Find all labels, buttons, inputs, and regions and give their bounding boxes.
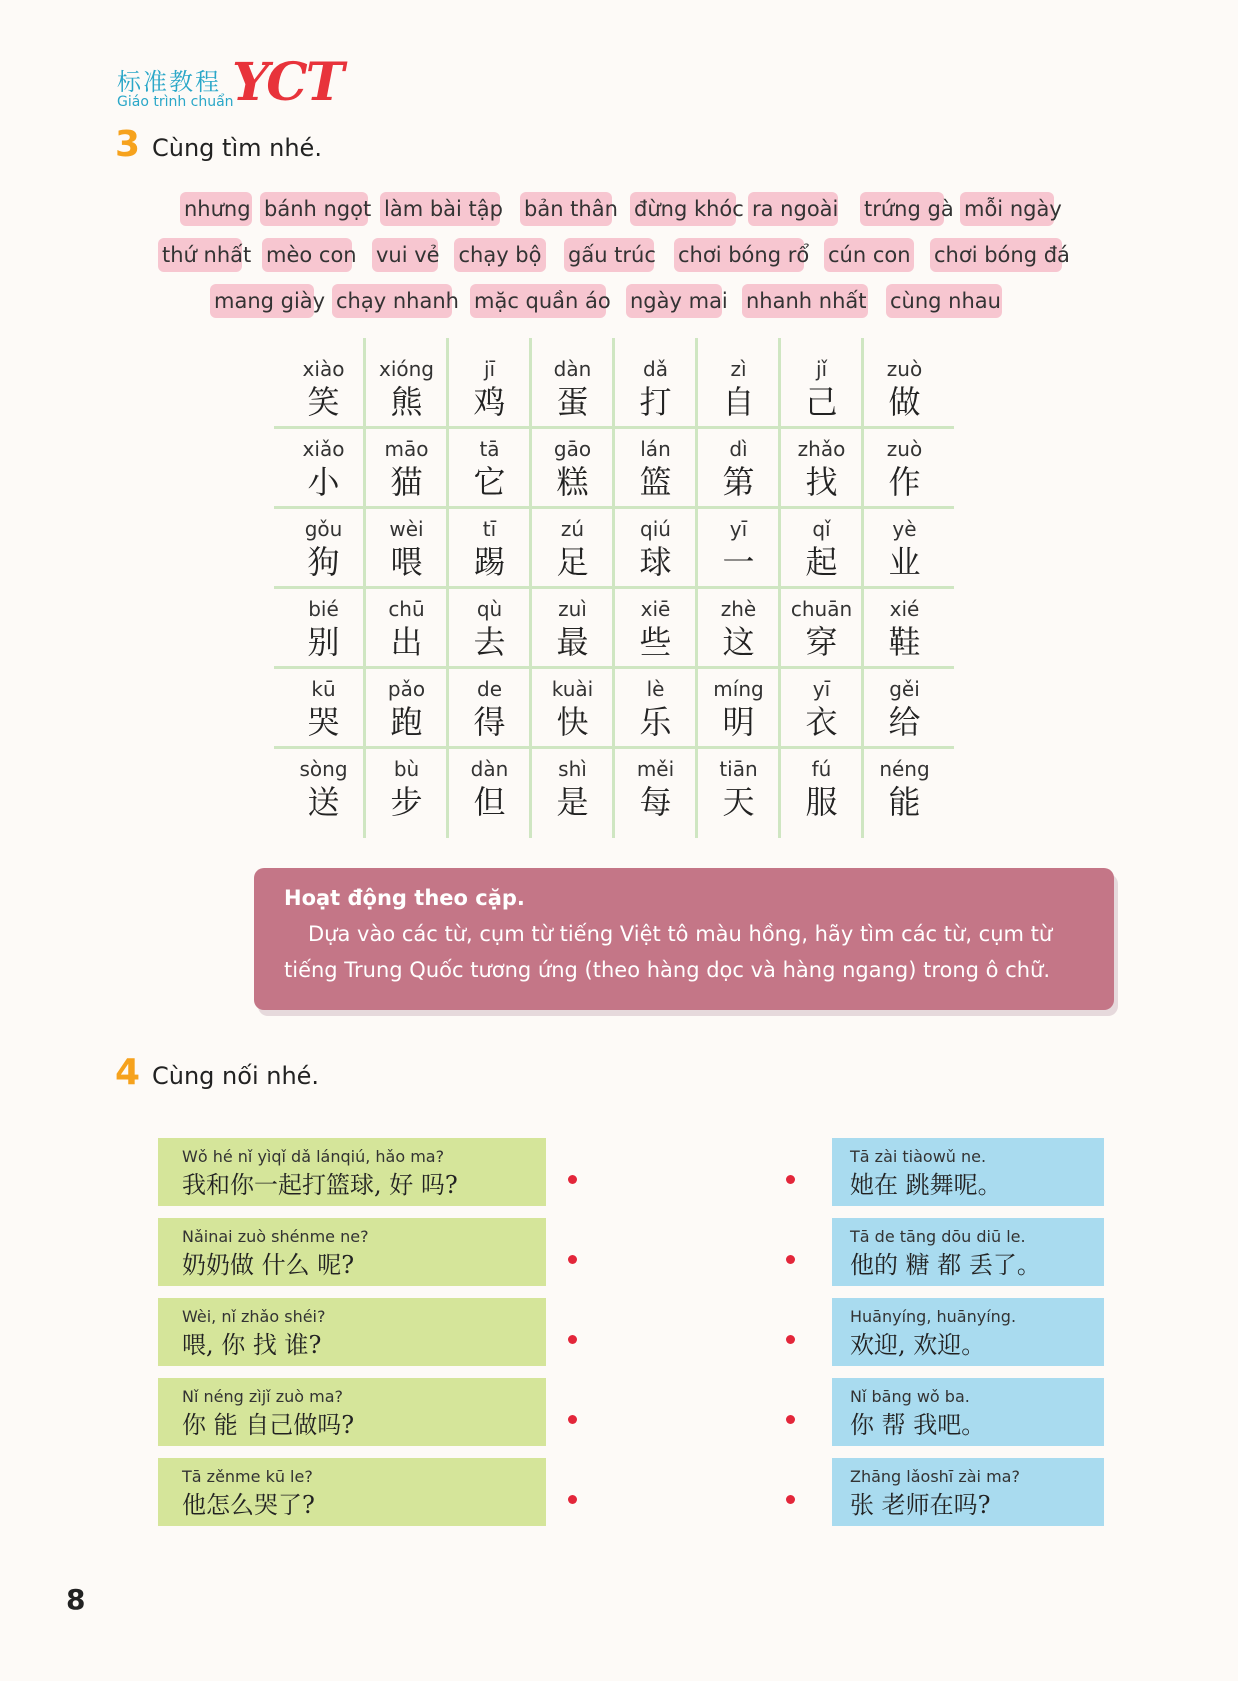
sentence-pinyin: Nǎinai zuò shénme ne? (182, 1227, 369, 1246)
cell-pinyin: chū (388, 597, 425, 621)
cell-pinyin: zuò (886, 357, 923, 381)
cell-pinyin: sòng (299, 757, 348, 781)
cell-pinyin: zhè (720, 597, 757, 621)
sentence-hanzi: 他怎么哭了? (182, 1491, 315, 1519)
vietnamese-word-chip: vui vẻ (372, 238, 438, 272)
grid-cell (282, 508, 365, 588)
cell-pinyin: yī (729, 517, 748, 541)
grid-cell (531, 588, 614, 668)
grid-cell (697, 748, 780, 828)
grid-cell (448, 668, 531, 748)
grid-cell (863, 348, 946, 428)
cell-pinyin: zuì (558, 597, 587, 621)
right-sentence-box (832, 1218, 1104, 1286)
cell-character: 它 (473, 463, 506, 501)
grid-cell (697, 668, 780, 748)
sentence-hanzi: 你 帮 我吧。 (850, 1411, 986, 1439)
character-grid (282, 348, 952, 838)
vietnamese-word-chip: bánh ngọt (260, 192, 368, 226)
left-match-dot[interactable] (568, 1175, 577, 1184)
sentence-pinyin: Wèi, nǐ zhǎo shéi? (182, 1307, 326, 1326)
grid-cell (448, 748, 531, 828)
cell-pinyin: gǒu (304, 517, 343, 541)
grid-cell (448, 508, 531, 588)
grid-cell (448, 348, 531, 428)
grid-cell (863, 668, 946, 748)
cell-character: 猫 (390, 463, 423, 501)
grid-cell (863, 748, 946, 828)
grid-cell (531, 748, 614, 828)
section-4-title: Cùng nối nhé. (152, 1062, 320, 1090)
cell-character: 鞋 (888, 623, 921, 661)
section-3-number: 3 (115, 124, 141, 165)
chip-row (0, 238, 1238, 274)
vietnamese-word-chip: mỗi ngày (960, 192, 1054, 226)
vietnamese-word-chip: đừng khóc (630, 192, 736, 226)
sentence-hanzi: 欢迎, 欢迎。 (850, 1331, 986, 1359)
cell-character: 得 (473, 703, 506, 741)
grid-cell (448, 428, 531, 508)
cell-character: 笑 (307, 383, 340, 421)
grid-cell (614, 508, 697, 588)
cell-character: 乐 (639, 703, 672, 741)
cell-pinyin: gāo (553, 437, 592, 461)
sentence-pinyin: Tā zěnme kū le? (182, 1467, 313, 1486)
cell-pinyin: yè (892, 517, 917, 541)
cell-pinyin: chuān (790, 597, 853, 621)
cell-character: 这 (722, 623, 755, 661)
right-sentence-box (832, 1138, 1104, 1206)
grid-cell (282, 668, 365, 748)
left-sentence-box (158, 1458, 546, 1526)
right-sentence-box (832, 1458, 1104, 1526)
vietnamese-word-chip: mèo con (262, 238, 352, 272)
cell-character: 给 (888, 703, 921, 741)
cell-pinyin: yī (812, 677, 831, 701)
cell-pinyin: jǐ (815, 357, 828, 381)
right-match-dot[interactable] (786, 1415, 795, 1424)
left-sentence-box (158, 1138, 546, 1206)
cell-pinyin: zhǎo (797, 437, 846, 461)
cell-pinyin: xióng (379, 357, 434, 381)
grid-cell (531, 668, 614, 748)
right-match-dot[interactable] (786, 1255, 795, 1264)
sentence-pinyin: Tā zài tiàowǔ ne. (850, 1147, 987, 1166)
cell-character: 明 (722, 703, 755, 741)
grid-cell (780, 508, 863, 588)
cell-pinyin: māo (384, 437, 429, 461)
cell-character: 足 (556, 543, 589, 581)
cell-pinyin: fú (811, 757, 832, 781)
cell-pinyin: zì (730, 357, 747, 381)
cell-pinyin: zú (560, 517, 585, 541)
grid-cell (863, 588, 946, 668)
grid-cell (863, 508, 946, 588)
pair-activity-box (254, 868, 1114, 1010)
vietnamese-word-chip: gấu trúc (564, 238, 654, 272)
vietnamese-word-chip: cún con (824, 238, 914, 272)
cell-pinyin: zuò (886, 437, 923, 461)
grid-cell (780, 428, 863, 508)
right-match-dot[interactable] (786, 1335, 795, 1344)
section-3-title: Cùng tìm nhé. (152, 134, 322, 162)
cell-character: 步 (390, 783, 423, 821)
cell-character: 业 (888, 543, 921, 581)
cell-character: 别 (307, 623, 340, 661)
cell-pinyin: gěi (889, 677, 920, 701)
right-sentence-box (832, 1378, 1104, 1446)
cell-pinyin: bié (308, 597, 339, 621)
sentence-pinyin: Tā de tāng dōu diū le. (850, 1227, 1026, 1246)
grid-cell (365, 588, 448, 668)
cell-character: 打 (639, 383, 672, 421)
left-match-dot[interactable] (568, 1335, 577, 1344)
grid-cell (697, 428, 780, 508)
cell-character: 起 (805, 543, 838, 581)
cell-pinyin: bù (393, 757, 420, 781)
sentence-hanzi: 奶奶做 什么 呢? (182, 1251, 355, 1279)
cell-character: 小 (307, 463, 340, 501)
cell-character: 穿 (805, 623, 838, 661)
sentence-hanzi: 我和你一起打篮球, 好 吗? (182, 1171, 458, 1199)
cell-character: 些 (639, 623, 672, 661)
cell-character: 找 (805, 463, 838, 501)
cell-pinyin: dàn (553, 357, 592, 381)
grid-cell (863, 428, 946, 508)
cell-character: 己 (805, 383, 838, 421)
cell-character: 但 (473, 783, 506, 821)
cell-character: 送 (307, 783, 340, 821)
page-number: 8 (66, 1583, 86, 1616)
vietnamese-word-chip: ra ngoài (748, 192, 838, 226)
grid-cell (614, 668, 697, 748)
right-match-dot[interactable] (786, 1495, 795, 1504)
grid-cell (614, 348, 697, 428)
grid-cell (365, 428, 448, 508)
cell-character: 喂 (390, 543, 423, 581)
sentence-pinyin: Nǐ bāng wǒ ba. (850, 1387, 970, 1406)
cell-pinyin: xiào (302, 357, 345, 381)
grid-cell (780, 348, 863, 428)
cell-character: 踢 (473, 543, 506, 581)
sentence-pinyin: Zhāng lǎoshī zài ma? (850, 1467, 1020, 1486)
cell-character: 能 (888, 783, 921, 821)
left-match-dot[interactable] (568, 1255, 577, 1264)
cell-pinyin: xié (889, 597, 920, 621)
sentence-pinyin: Wǒ hé nǐ yìqǐ dǎ lánqiú, hǎo ma? (182, 1147, 445, 1166)
left-sentence-box (158, 1298, 546, 1366)
vietnamese-word-chip: chơi bóng rổ (674, 238, 804, 272)
grid-cell (614, 748, 697, 828)
grid-cell (614, 428, 697, 508)
cell-pinyin: wèi (389, 517, 424, 541)
cell-pinyin: de (477, 677, 502, 701)
cell-character: 第 (722, 463, 755, 501)
grid-cell (365, 348, 448, 428)
sentence-hanzi: 张 老师在吗? (850, 1491, 991, 1519)
vietnamese-word-chip: mặc quần áo (470, 284, 606, 318)
cell-character: 球 (639, 543, 672, 581)
cell-character: 作 (888, 463, 921, 501)
cell-pinyin: qù (476, 597, 503, 621)
section-4-number: 4 (115, 1052, 141, 1093)
cell-character: 最 (556, 623, 589, 661)
cell-pinyin: qǐ (812, 517, 831, 541)
grid-cell (614, 588, 697, 668)
cell-character: 衣 (805, 703, 838, 741)
left-sentence-box (158, 1218, 546, 1286)
grid-cell (365, 668, 448, 748)
sentence-hanzi: 他的 糖 都 丢了。 (850, 1251, 1041, 1279)
yct-logo: YCT (232, 52, 343, 113)
grid-cell (282, 428, 365, 508)
grid-cell (697, 348, 780, 428)
vietnamese-word-chip: trứng gà (860, 192, 944, 226)
grid-cell (282, 588, 365, 668)
cell-character: 每 (639, 783, 672, 821)
vietnamese-word-chip: mang giày (210, 284, 314, 318)
vietnamese-word-chip: nhanh nhất (742, 284, 868, 318)
cell-character: 自 (722, 383, 755, 421)
sentence-hanzi: 喂, 你 找 谁? (182, 1331, 322, 1359)
cell-pinyin: jī (483, 357, 496, 381)
cell-character: 是 (556, 783, 589, 821)
cell-pinyin: tiān (719, 757, 758, 781)
sentence-hanzi: 你 能 自己做吗? (182, 1411, 355, 1439)
cell-character: 一 (722, 543, 755, 581)
grid-cell (282, 348, 365, 428)
grid-cell (531, 428, 614, 508)
cell-pinyin: shì (558, 757, 587, 781)
grid-cell (365, 508, 448, 588)
cell-character: 服 (805, 783, 838, 821)
cell-pinyin: dì (729, 437, 748, 461)
chip-row (0, 284, 1238, 320)
cell-character: 狗 (307, 543, 340, 581)
left-match-dot[interactable] (568, 1415, 577, 1424)
vietnamese-word-chip: chạy nhanh (332, 284, 452, 318)
sentence-pinyin: Huānyíng, huānyíng. (850, 1307, 1017, 1326)
grid-cell (365, 748, 448, 828)
series-title-vietnamese: Giáo trình chuẩn (117, 94, 234, 110)
cell-pinyin: kuài (551, 677, 594, 701)
cell-pinyin: xiǎo (302, 437, 345, 461)
cell-pinyin: dàn (470, 757, 509, 781)
cell-pinyin: tā (479, 437, 500, 461)
chip-row (0, 192, 1238, 228)
grid-cell (697, 588, 780, 668)
cell-character: 哭 (307, 703, 340, 741)
grid-cell (531, 348, 614, 428)
cell-character: 熊 (390, 383, 423, 421)
cell-character: 篮 (639, 463, 672, 501)
grid-cell (780, 588, 863, 668)
pair-activity-instructions: Dựa vào các từ, cụm từ tiếng Việt tô màu hồng, hãy tìm các từ, cụm từ tiếng Trung Quốc tương ứng (theo hàng dọc và hàng ngang) trong ô chữ. (284, 922, 1053, 982)
cell-character: 快 (556, 703, 589, 741)
vietnamese-word-chip: nhưng (180, 192, 252, 226)
cell-pinyin: xiē (640, 597, 671, 621)
cell-pinyin: tī (482, 517, 497, 541)
cell-pinyin: lán (640, 437, 671, 461)
vietnamese-word-chip: thứ nhất (158, 238, 242, 272)
grid-cell (780, 748, 863, 828)
cell-character: 天 (722, 783, 755, 821)
sentence-pinyin: Nǐ néng zìjǐ zuò ma? (182, 1387, 343, 1406)
vietnamese-word-chip: ngày mai (626, 284, 722, 318)
grid-cell (780, 668, 863, 748)
cell-pinyin: qiú (640, 517, 671, 541)
vietnamese-word-chip: làm bài tập (380, 192, 500, 226)
grid-cell (531, 508, 614, 588)
grid-cell (282, 748, 365, 828)
cell-pinyin: měi (636, 757, 675, 781)
cell-pinyin: dǎ (643, 357, 668, 381)
cell-character: 做 (888, 383, 921, 421)
cell-character: 出 (390, 623, 423, 661)
sentence-hanzi: 她在 跳舞呢。 (850, 1171, 1002, 1199)
series-title-chinese: 标准教程 (117, 68, 221, 96)
cell-character: 跑 (390, 703, 423, 741)
cell-pinyin: néng (879, 757, 930, 781)
cell-pinyin: lè (646, 677, 665, 701)
vietnamese-word-chip: bản thân (520, 192, 612, 226)
cell-character: 蛋 (556, 383, 589, 421)
left-sentence-box (158, 1378, 546, 1446)
pair-activity-title: Hoạt động theo cặp. (284, 886, 525, 910)
cell-character: 鸡 (473, 383, 506, 421)
right-sentence-box (832, 1298, 1104, 1366)
vietnamese-word-chip: chơi bóng đá (930, 238, 1062, 272)
vietnamese-word-chip: cùng nhau (886, 284, 1002, 318)
grid-cell (448, 588, 531, 668)
cell-character: 去 (473, 623, 506, 661)
grid-cell (697, 508, 780, 588)
cell-pinyin: míng (713, 677, 764, 701)
cell-character: 糕 (556, 463, 589, 501)
cell-pinyin: pǎo (387, 677, 426, 701)
left-match-dot[interactable] (568, 1495, 577, 1504)
vietnamese-word-chip: chạy bộ (454, 238, 546, 272)
right-match-dot[interactable] (786, 1175, 795, 1184)
cell-pinyin: kū (311, 677, 336, 701)
